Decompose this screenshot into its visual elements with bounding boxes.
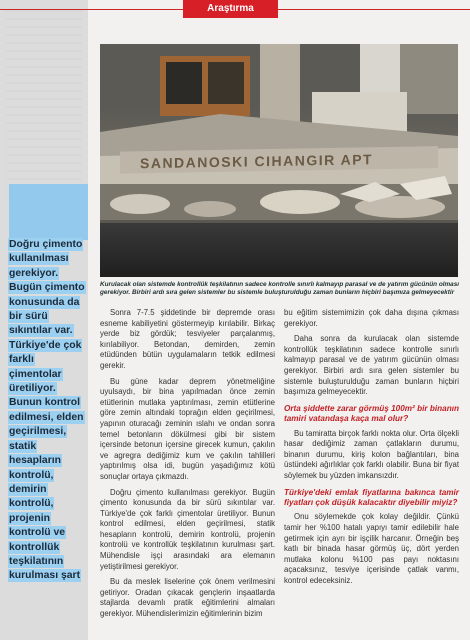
- photo-caption: Kurulacak olan sistemde kontrollük teşkilatının sadece kontrolle sınırlı kalmayıp parasal ve de yatırım gücünün olması gerekiyor. Birbiri ardı sıra gelen sistemler bu sistemle buluşturulduğu zaman bunların hiçbiri başımıza gelmeyecektir: [100, 281, 460, 297]
- paragraph: Bu da meslek liselerine çok önem verilmesini getiriyor. Oradan çıkacak gençlerin inşaatlarda stajlarda devamlı pratik eğitimlerini almaları gerekiyor. Mühendislerimizin eğitimlerinin bizim: [100, 577, 275, 619]
- paragraph: Daha sonra da kurulacak olan sistemde kontrollük teşkilatının sadece kontrolle sınırlı kalmayıp parasal ve de yatırım gücünün olması gerekiyor. Birbiri ardı sıra gelen sistemler bu sistemle buluşturulduğu zaman bunların hiçbiri başımıza gelmeyecektir.: [284, 334, 459, 397]
- interview-question: Türkiye'deki emlak fiyatlarına bakınca tamir fiyatları çok düşük kalacaktır diyebilir miyiz?: [284, 487, 459, 507]
- article-column-right: [284, 308, 459, 592]
- paragraph: Sonra 7-7.5 şiddetinde bir depremde orası esneme kabiliyetini göstermeyip kırılabilir. Birkaç yerde biz gördük; tesviyeler parçalanmış, kırılabiliyor. Betondan, demirden, zemin etüdünden bütün uygulamaların tetkik edilmesi gerekir.: [100, 308, 275, 370]
- bleed-through-text: [6, 10, 82, 200]
- apartment-sign-text: SANDANOSKI CIHANGIR APT: [140, 151, 374, 172]
- sidebar-accent-bar: [9, 184, 88, 240]
- photo-illustration: [100, 44, 458, 277]
- paragraph: Doğru çimento kullanılması gerekiyor. Bugün çimento konusunda da bir sürü sıkıntılar var. Türkiye'de çok farklı çimentolar üretiliyor. Bunun kontrol edilmesi, elden geçirilmesi, statik hesapların kontrolü, demirin kontrolü, projenin kontrolü ve kontrollük teşkilatının kurulması şart. Mühendisle işçi arasındaki ara elemanın yetiştirilmesi gerekiyor.: [100, 487, 275, 571]
- pull-quote: [8, 238, 86, 584]
- section-label: Araştırma: [183, 0, 278, 18]
- article-column-left: [100, 308, 275, 625]
- collapsed-building-photo: [100, 44, 458, 277]
- interview-question: Orta şiddette zarar görmüş 100m² bir binanın tamiri vatandaşa kaça mal olur?: [284, 403, 459, 424]
- paragraph: bu eğitim sistemimizin çok daha dışına çıkması gerekiyor.: [284, 308, 459, 328]
- pull-quote-text: Doğru çimento kullanılması gerekiyor. Bugün çimento konusunda da bir sürü sıkıntılar var. Türkiye'de çok farklı çimentolar üretiliyor. Bunun kontrol edilmesi, elden geçirilmesi, statik hesapların kontrolü, demirin kontrolü, projenin kontrolü ve kontrollük teşkilatının kurulması şart: [9, 239, 85, 582]
- paragraph: Bu güne kadar deprem yönetmeliğine uyulsaydı, bir bina yapılmadan önce zemin etütlerinin mutlaka yaptırılması, zemin etütlerine göre zemin altındaki toprağın elden geçirilmesi, yapının oturacağı zeminin ıslahı ve ondan sonra temel betonların dökülmesi gibi bir sistem içersinde betonun içersine girecek kumun, çakılın ve agregra dediğimiz kum ve çakılın tahlilleri yaptırılmış olsa idi, bugün yaşadığımız kötü sonuçlar ortaya çıkmazdı.: [100, 376, 275, 481]
- paragraph: Onu söylemekde çok kolay değildir. Çünkü tamir her %100 hatalı yapıyı tamir edilebilir hale getirmek için ayrı bir işçilik harcanır. Örneğin beş katlı bir binada hasar görmüş üç, dört yerden mutlaka kolonu %100 pas payı noktasını açacaksınız, tesviye içerisinde çatlak vanmı, kontrol edeceksiniz.: [284, 512, 459, 585]
- paragraph: Bu tamiratta birçok farklı nokta olur. Orta ölçekli hasar dediğimiz zaman çatlakların durumu, binanın durumu, kiriş kolon bağlantıları, bina üstündeki ağırlıklar çok farklı olabilir. Buna bir fiyat söylemek bu yüzden imkansızdır.: [284, 428, 459, 480]
